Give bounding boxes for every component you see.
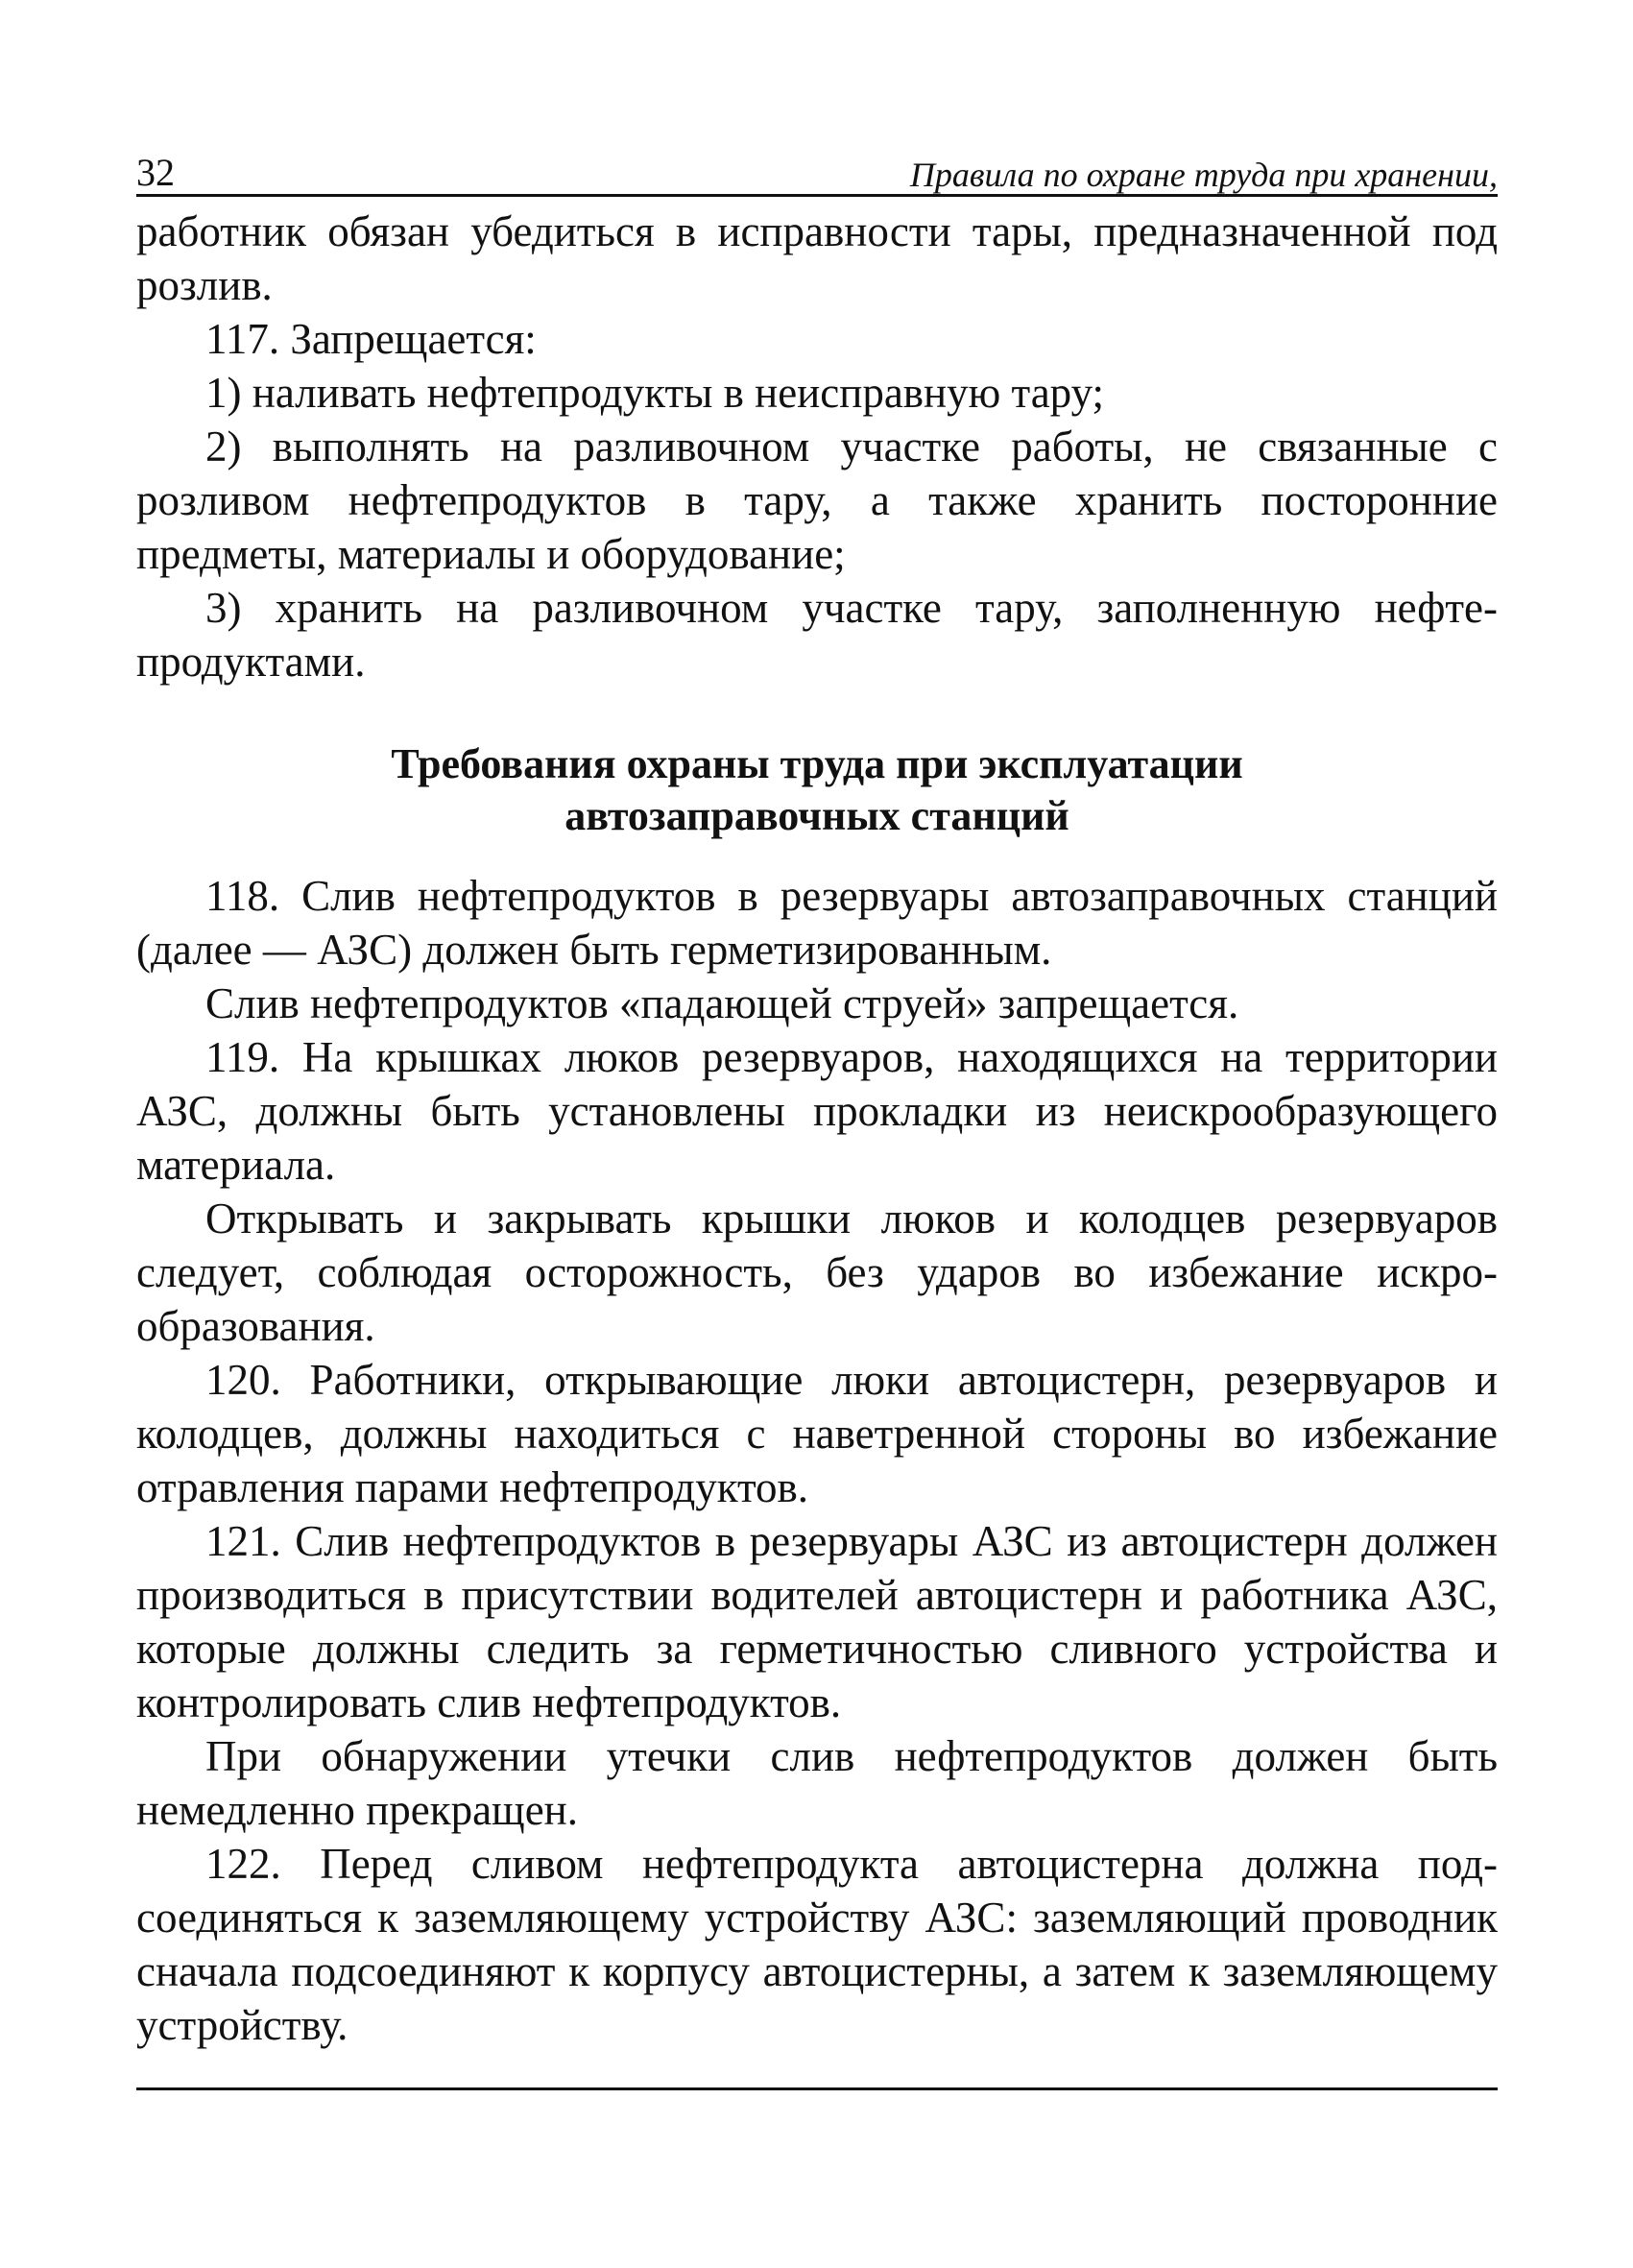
page-number: 32 [136, 151, 175, 194]
paragraph-119: 119. На крышках люков резервуаров, находящихся на территории АЗС, должны быть установлены прокладки из неискрообразующего материала. [136, 1033, 1498, 1189]
running-title: Правила по охране труда при хранении, [909, 156, 1498, 194]
paragraph-118: 118. Слив нефтепродуктов в резервуары автозаправочных станций (далее — АЗС) должен быть герметизированным. [136, 872, 1498, 974]
paragraph-121-note: При обнаружении утечки слив нефтепродуктов должен быть немедленно прекращен. [136, 1732, 1498, 1834]
page-body [136, 205, 1498, 2052]
section-heading-line-1: Требования охраны труда при эксплуатации [391, 740, 1243, 787]
paragraph-120: 120. Работники, открывающие люки автоцистерн, резервуаров и колодцев, должны находиться с наветренной стороны во избежание отравления парами нефтепродуктов. [136, 1356, 1498, 1511]
paragraph-121: 121. Слив нефтепродуктов в резервуары АЗС из автоцистерн должен производиться в присутствии водителей автоцистерн и работника АЗС, которые должны следить за герметичностью сливного устройства и контролировать слив нефтепродуктов. [136, 1517, 1498, 1726]
book-page [136, 144, 1498, 2052]
paragraph-119-note: Открывать и закрывать крышки люков и колодцев резервуаров следует, соблюдая осторожность, без ударов во избежание искрообразования. [136, 1194, 1498, 1350]
section-heading-line-2: автозаправочных станций [564, 792, 1069, 839]
list-item-1: 1) наливать нефтепродукты в неисправную тару; [205, 369, 1104, 417]
running-header [136, 144, 1498, 197]
section-heading [136, 738, 1498, 842]
list-item-2: 2) выполнять на разливочном участке работы, не связанные с розливом нефтепродуктов в тару, а также хранить посторонние предметы, материалы и оборудование; [136, 422, 1498, 578]
paragraph-122: 122. Перед сливом нефтепродукта автоцистерна должна подсоединяться к заземляющему устройству АЗС: заземляющий проводник сначала подсоединяют к корпусу автоцистерны, а затем к заземляющему устройству. [136, 1840, 1498, 2049]
paragraph-117: 117. Запрещается: [205, 315, 537, 363]
list-item-3: 3) хранить на разливочном участке тару, заполненную нефтепродуктами. [136, 584, 1498, 686]
continuation-paragraph: работник обязан убедиться в исправности тары, предназначенной под розлив. [136, 207, 1498, 309]
paragraph-118-note: Слив нефтепродуктов «падающей струей» запрещается. [205, 979, 1239, 1027]
bottom-rule [136, 2087, 1498, 2090]
